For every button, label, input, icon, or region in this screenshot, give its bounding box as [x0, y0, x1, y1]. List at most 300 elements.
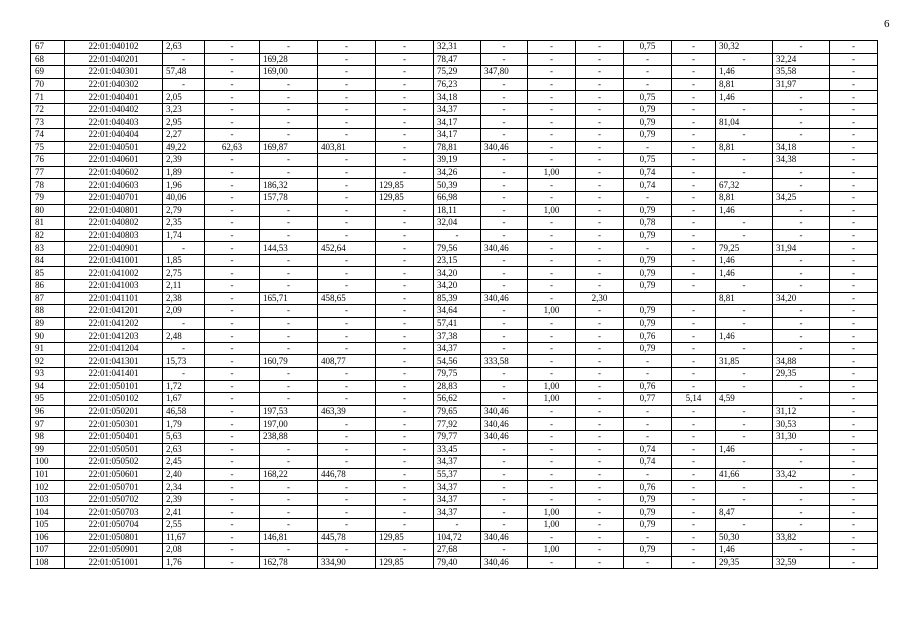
- value-cell: 34,38: [773, 154, 830, 167]
- value-cell: -: [481, 380, 528, 393]
- value-cell: -: [318, 393, 376, 406]
- value-cell: -: [260, 41, 318, 54]
- cadastral-code-cell: 22:01:040501: [65, 141, 163, 154]
- table-row: [31, 330, 878, 343]
- value-cell: -: [376, 317, 434, 330]
- value-cell: -: [260, 393, 318, 406]
- value-cell: -: [434, 518, 481, 531]
- value-cell: -: [672, 204, 716, 217]
- value-cell: -: [205, 342, 260, 355]
- value-cell: -: [205, 368, 260, 381]
- value-cell: -: [830, 166, 878, 179]
- value-cell: -: [528, 317, 576, 330]
- value-cell: 33,42: [773, 468, 830, 481]
- value-cell: 34,18: [434, 91, 481, 104]
- value-cell: -: [830, 292, 878, 305]
- value-cell: -: [576, 305, 624, 318]
- value-cell: 157,78: [260, 191, 318, 204]
- row-number-cell: 96: [31, 405, 65, 418]
- value-cell: -: [672, 254, 716, 267]
- value-cell: -: [576, 342, 624, 355]
- value-cell: -: [318, 53, 376, 66]
- value-cell: -: [576, 129, 624, 142]
- value-cell: -: [830, 531, 878, 544]
- value-cell: -: [376, 91, 434, 104]
- value-cell: 0,76: [624, 330, 672, 343]
- row-number-cell: 68: [31, 53, 65, 66]
- value-cell: 162,78: [260, 556, 318, 569]
- value-cell: -: [205, 556, 260, 569]
- value-cell: -: [672, 380, 716, 393]
- value-cell: -: [481, 179, 528, 192]
- value-cell: 1,67: [163, 393, 205, 406]
- value-cell: 1,76: [163, 556, 205, 569]
- value-cell: -: [773, 317, 830, 330]
- row-number-cell: 101: [31, 468, 65, 481]
- table-row: [31, 380, 878, 393]
- value-cell: -: [376, 393, 434, 406]
- value-cell: -: [376, 481, 434, 494]
- value-cell: -: [205, 305, 260, 318]
- value-cell: -: [260, 217, 318, 230]
- cadastral-code-cell: 22:01:041201: [65, 305, 163, 318]
- row-number-cell: 93: [31, 368, 65, 381]
- table-row: [31, 91, 878, 104]
- value-cell: -: [318, 267, 376, 280]
- value-cell: -: [260, 103, 318, 116]
- table-row: [31, 355, 878, 368]
- value-cell: -: [830, 456, 878, 469]
- value-cell: -: [260, 518, 318, 531]
- value-cell: -: [318, 493, 376, 506]
- value-cell: 1,00: [528, 380, 576, 393]
- row-number-cell: 78: [31, 179, 65, 192]
- value-cell: 79,56: [434, 242, 481, 255]
- table-row: [31, 66, 878, 79]
- value-cell: -: [481, 267, 528, 280]
- row-number-cell: 70: [31, 78, 65, 91]
- cadastral-code-cell: 22:01:040302: [65, 78, 163, 91]
- table-row: [31, 41, 878, 54]
- value-cell: -: [205, 493, 260, 506]
- value-cell: -: [528, 103, 576, 116]
- value-cell: -: [830, 41, 878, 54]
- cadastral-code-cell: 22:01:050501: [65, 443, 163, 456]
- value-cell: -: [672, 154, 716, 167]
- table-row: [31, 154, 878, 167]
- value-cell: -: [672, 41, 716, 54]
- value-cell: -: [576, 103, 624, 116]
- table-row: [31, 556, 878, 569]
- value-cell: -: [576, 279, 624, 292]
- value-cell: -: [528, 191, 576, 204]
- cadastral-code-cell: 22:01:040301: [65, 66, 163, 79]
- value-cell: -: [528, 66, 576, 79]
- value-cell: -: [205, 66, 260, 79]
- value-cell: -: [576, 493, 624, 506]
- value-cell: -: [260, 129, 318, 142]
- value-cell: -: [376, 154, 434, 167]
- value-cell: 34,20: [434, 267, 481, 280]
- cadastral-code-cell: 22:01:050801: [65, 531, 163, 544]
- value-cell: -: [376, 254, 434, 267]
- cadastral-code-cell: 22:01:041401: [65, 368, 163, 381]
- value-cell: -: [716, 103, 773, 116]
- cadastral-code-cell: 22:01:050703: [65, 506, 163, 519]
- cadastral-code-cell: 22:01:040402: [65, 103, 163, 116]
- value-cell: 2,11: [163, 279, 205, 292]
- value-cell: 11,67: [163, 531, 205, 544]
- value-cell: -: [481, 279, 528, 292]
- value-cell: -: [672, 217, 716, 230]
- value-cell: 79,65: [434, 405, 481, 418]
- value-cell: -: [205, 179, 260, 192]
- value-cell: -: [376, 506, 434, 519]
- value-cell: 34,64: [434, 305, 481, 318]
- value-cell: -: [672, 456, 716, 469]
- value-cell: 55,37: [434, 468, 481, 481]
- table-row: [31, 191, 878, 204]
- value-cell: 0,79: [624, 305, 672, 318]
- value-cell: -: [528, 468, 576, 481]
- value-cell: -: [672, 556, 716, 569]
- cadastral-code-cell: 22:01:040102: [65, 41, 163, 54]
- value-cell: 403,81: [318, 141, 376, 154]
- value-cell: 2,41: [163, 506, 205, 519]
- value-cell: 31,97: [773, 78, 830, 91]
- value-cell: -: [260, 229, 318, 242]
- value-cell: -: [205, 217, 260, 230]
- value-cell: 2,55: [163, 518, 205, 531]
- value-cell: -: [528, 267, 576, 280]
- value-cell: -: [318, 279, 376, 292]
- value-cell: -: [830, 154, 878, 167]
- value-cell: -: [830, 129, 878, 142]
- value-cell: -: [576, 166, 624, 179]
- row-number-cell: 102: [31, 481, 65, 494]
- cadastral-code-cell: 22:01:051001: [65, 556, 163, 569]
- value-cell: 452,64: [318, 242, 376, 255]
- value-cell: 32,59: [773, 556, 830, 569]
- cadastral-code-cell: 22:01:050901: [65, 544, 163, 557]
- value-cell: -: [528, 418, 576, 431]
- value-cell: -: [376, 456, 434, 469]
- value-cell: -: [318, 380, 376, 393]
- value-cell: -: [481, 154, 528, 167]
- value-cell: -: [716, 166, 773, 179]
- table-row: [31, 317, 878, 330]
- value-cell: -: [481, 305, 528, 318]
- value-cell: -: [376, 544, 434, 557]
- row-number-cell: 87: [31, 292, 65, 305]
- value-cell: -: [672, 179, 716, 192]
- value-cell: -: [481, 393, 528, 406]
- value-cell: 0,79: [624, 229, 672, 242]
- value-cell: -: [205, 204, 260, 217]
- value-cell: 169,87: [260, 141, 318, 154]
- row-number-cell: 92: [31, 355, 65, 368]
- value-cell: 75,29: [434, 66, 481, 79]
- value-cell: -: [716, 342, 773, 355]
- value-cell: -: [576, 242, 624, 255]
- value-cell: 32,04: [434, 217, 481, 230]
- cadastral-code-cell: 22:01:041002: [65, 267, 163, 280]
- value-cell: 34,37: [434, 342, 481, 355]
- value-cell: 76,23: [434, 78, 481, 91]
- value-cell: -: [528, 292, 576, 305]
- cadastral-code-cell: 22:01:050102: [65, 393, 163, 406]
- value-cell: -: [830, 380, 878, 393]
- value-cell: -: [672, 405, 716, 418]
- value-cell: 31,85: [716, 355, 773, 368]
- row-number-cell: 106: [31, 531, 65, 544]
- value-cell: -: [318, 229, 376, 242]
- cadastral-code-cell: 22:01:040802: [65, 217, 163, 230]
- value-cell: -: [481, 217, 528, 230]
- value-cell: -: [672, 66, 716, 79]
- value-cell: -: [773, 204, 830, 217]
- value-cell: -: [672, 267, 716, 280]
- value-cell: -: [260, 279, 318, 292]
- value-cell: -: [672, 430, 716, 443]
- value-cell: 0,79: [624, 116, 672, 129]
- value-cell: -: [773, 481, 830, 494]
- value-cell: -: [318, 129, 376, 142]
- table-row: [31, 544, 878, 557]
- cadastral-code-cell: 22:01:040401: [65, 91, 163, 104]
- value-cell: -: [318, 342, 376, 355]
- value-cell: -: [716, 305, 773, 318]
- value-cell: -: [318, 204, 376, 217]
- value-cell: -: [672, 506, 716, 519]
- value-cell: 340,46: [481, 292, 528, 305]
- value-cell: -: [576, 380, 624, 393]
- value-cell: 340,46: [481, 418, 528, 431]
- value-cell: -: [830, 242, 878, 255]
- value-cell: 4,59: [716, 393, 773, 406]
- value-cell: -: [260, 481, 318, 494]
- value-cell: 85,39: [434, 292, 481, 305]
- value-cell: -: [205, 468, 260, 481]
- value-cell: -: [830, 254, 878, 267]
- value-cell: -: [830, 267, 878, 280]
- value-cell: -: [528, 330, 576, 343]
- value-cell: 0,76: [624, 380, 672, 393]
- value-cell: -: [376, 368, 434, 381]
- value-cell: 1,00: [528, 544, 576, 557]
- value-cell: -: [672, 103, 716, 116]
- value-cell: -: [716, 493, 773, 506]
- value-cell: -: [318, 191, 376, 204]
- value-cell: -: [773, 41, 830, 54]
- value-cell: 0,78: [624, 217, 672, 230]
- value-cell: -: [672, 91, 716, 104]
- value-cell: -: [576, 217, 624, 230]
- value-cell: -: [481, 254, 528, 267]
- value-cell: 34,37: [434, 103, 481, 116]
- row-number-cell: 79: [31, 191, 65, 204]
- value-cell: -: [716, 368, 773, 381]
- value-cell: 1,00: [528, 204, 576, 217]
- value-cell: -: [205, 91, 260, 104]
- value-cell: -: [260, 166, 318, 179]
- value-cell: -: [624, 78, 672, 91]
- row-number-cell: 95: [31, 393, 65, 406]
- value-cell: -: [481, 91, 528, 104]
- value-cell: -: [318, 179, 376, 192]
- value-cell: -: [830, 204, 878, 217]
- cadastral-code-cell: 22:01:041204: [65, 342, 163, 355]
- value-cell: 62,63: [205, 141, 260, 154]
- value-cell: -: [528, 217, 576, 230]
- value-cell: -: [163, 53, 205, 66]
- value-cell: -: [528, 355, 576, 368]
- value-cell: -: [576, 78, 624, 91]
- value-cell: 1,46: [716, 267, 773, 280]
- value-cell: 27,68: [434, 544, 481, 557]
- value-cell: 15,73: [163, 355, 205, 368]
- row-number-cell: 85: [31, 267, 65, 280]
- value-cell: -: [672, 418, 716, 431]
- table-row: [31, 166, 878, 179]
- cadastral-code-cell: 22:01:040901: [65, 242, 163, 255]
- value-cell: -: [672, 166, 716, 179]
- value-cell: 446,78: [318, 468, 376, 481]
- value-cell: 0,79: [624, 518, 672, 531]
- value-cell: 78,81: [434, 141, 481, 154]
- table-row: [31, 217, 878, 230]
- value-cell: 340,46: [481, 242, 528, 255]
- table-row: [31, 506, 878, 519]
- value-cell: -: [481, 493, 528, 506]
- value-cell: 34,26: [434, 166, 481, 179]
- value-cell: 3,23: [163, 103, 205, 116]
- row-number-cell: 86: [31, 279, 65, 292]
- value-cell: -: [773, 342, 830, 355]
- table-row: [31, 242, 878, 255]
- value-cell: -: [376, 166, 434, 179]
- value-cell: -: [260, 544, 318, 557]
- value-cell: -: [260, 380, 318, 393]
- value-cell: 0,75: [624, 91, 672, 104]
- value-cell: 49,22: [163, 141, 205, 154]
- value-cell: -: [376, 292, 434, 305]
- value-cell: -: [830, 355, 878, 368]
- value-cell: 79,25: [716, 242, 773, 255]
- cadastral-code-cell: 22:01:040803: [65, 229, 163, 242]
- value-cell: -: [205, 418, 260, 431]
- value-cell: 34,37: [434, 493, 481, 506]
- value-cell: -: [481, 443, 528, 456]
- value-cell: -: [528, 229, 576, 242]
- value-cell: -: [376, 493, 434, 506]
- value-cell: -: [576, 468, 624, 481]
- value-cell: -: [481, 166, 528, 179]
- value-cell: -: [205, 430, 260, 443]
- data-table: [30, 40, 878, 569]
- value-cell: 238,88: [260, 430, 318, 443]
- value-cell: 32,31: [434, 41, 481, 54]
- value-cell: 34,88: [773, 355, 830, 368]
- table-row: [31, 279, 878, 292]
- value-cell: 79,75: [434, 368, 481, 381]
- value-cell: -: [716, 430, 773, 443]
- row-number-cell: 89: [31, 317, 65, 330]
- value-cell: 79,77: [434, 430, 481, 443]
- table-row: [31, 518, 878, 531]
- value-cell: 5,63: [163, 430, 205, 443]
- value-cell: 8,81: [716, 78, 773, 91]
- value-cell: 408,77: [318, 355, 376, 368]
- value-cell: -: [205, 166, 260, 179]
- value-cell: -: [576, 405, 624, 418]
- value-cell: -: [205, 355, 260, 368]
- value-cell: 31,94: [773, 242, 830, 255]
- value-cell: 445,78: [318, 531, 376, 544]
- row-number-cell: 71: [31, 91, 65, 104]
- value-cell: 340,46: [481, 405, 528, 418]
- value-cell: -: [205, 292, 260, 305]
- value-cell: 0,79: [624, 317, 672, 330]
- value-cell: -: [376, 267, 434, 280]
- value-cell: -: [260, 91, 318, 104]
- value-cell: 31,30: [773, 430, 830, 443]
- value-cell: -: [260, 317, 318, 330]
- value-cell: 81,04: [716, 116, 773, 129]
- value-cell: 197,53: [260, 405, 318, 418]
- value-cell: 34,37: [434, 506, 481, 519]
- value-cell: 340,46: [481, 531, 528, 544]
- value-cell: -: [830, 141, 878, 154]
- value-cell: -: [830, 305, 878, 318]
- value-cell: -: [318, 78, 376, 91]
- value-cell: -: [576, 179, 624, 192]
- value-cell: 0,79: [624, 279, 672, 292]
- value-cell: -: [773, 116, 830, 129]
- value-cell: -: [205, 129, 260, 142]
- value-cell: -: [773, 166, 830, 179]
- cadastral-code-cell: 22:01:041003: [65, 279, 163, 292]
- cadastral-code-cell: 22:01:040603: [65, 179, 163, 192]
- table-row: [31, 405, 878, 418]
- value-cell: -: [376, 229, 434, 242]
- value-cell: -: [318, 430, 376, 443]
- value-cell: 1,79: [163, 418, 205, 431]
- value-cell: -: [205, 242, 260, 255]
- value-cell: -: [576, 116, 624, 129]
- value-cell: -: [624, 191, 672, 204]
- value-cell: -: [205, 191, 260, 204]
- row-number-cell: 90: [31, 330, 65, 343]
- value-cell: 67,32: [716, 179, 773, 192]
- value-cell: 0,79: [624, 204, 672, 217]
- row-number-cell: 80: [31, 204, 65, 217]
- value-cell: -: [830, 66, 878, 79]
- value-cell: -: [830, 393, 878, 406]
- value-cell: -: [205, 317, 260, 330]
- value-cell: -: [318, 544, 376, 557]
- row-number-cell: 107: [31, 544, 65, 557]
- value-cell: 33,82: [773, 531, 830, 544]
- value-cell: -: [716, 229, 773, 242]
- value-cell: 34,25: [773, 191, 830, 204]
- value-cell: -: [528, 443, 576, 456]
- value-cell: -: [576, 556, 624, 569]
- row-number-cell: 77: [31, 166, 65, 179]
- value-cell: -: [624, 368, 672, 381]
- value-cell: 0,74: [624, 166, 672, 179]
- value-cell: -: [376, 103, 434, 116]
